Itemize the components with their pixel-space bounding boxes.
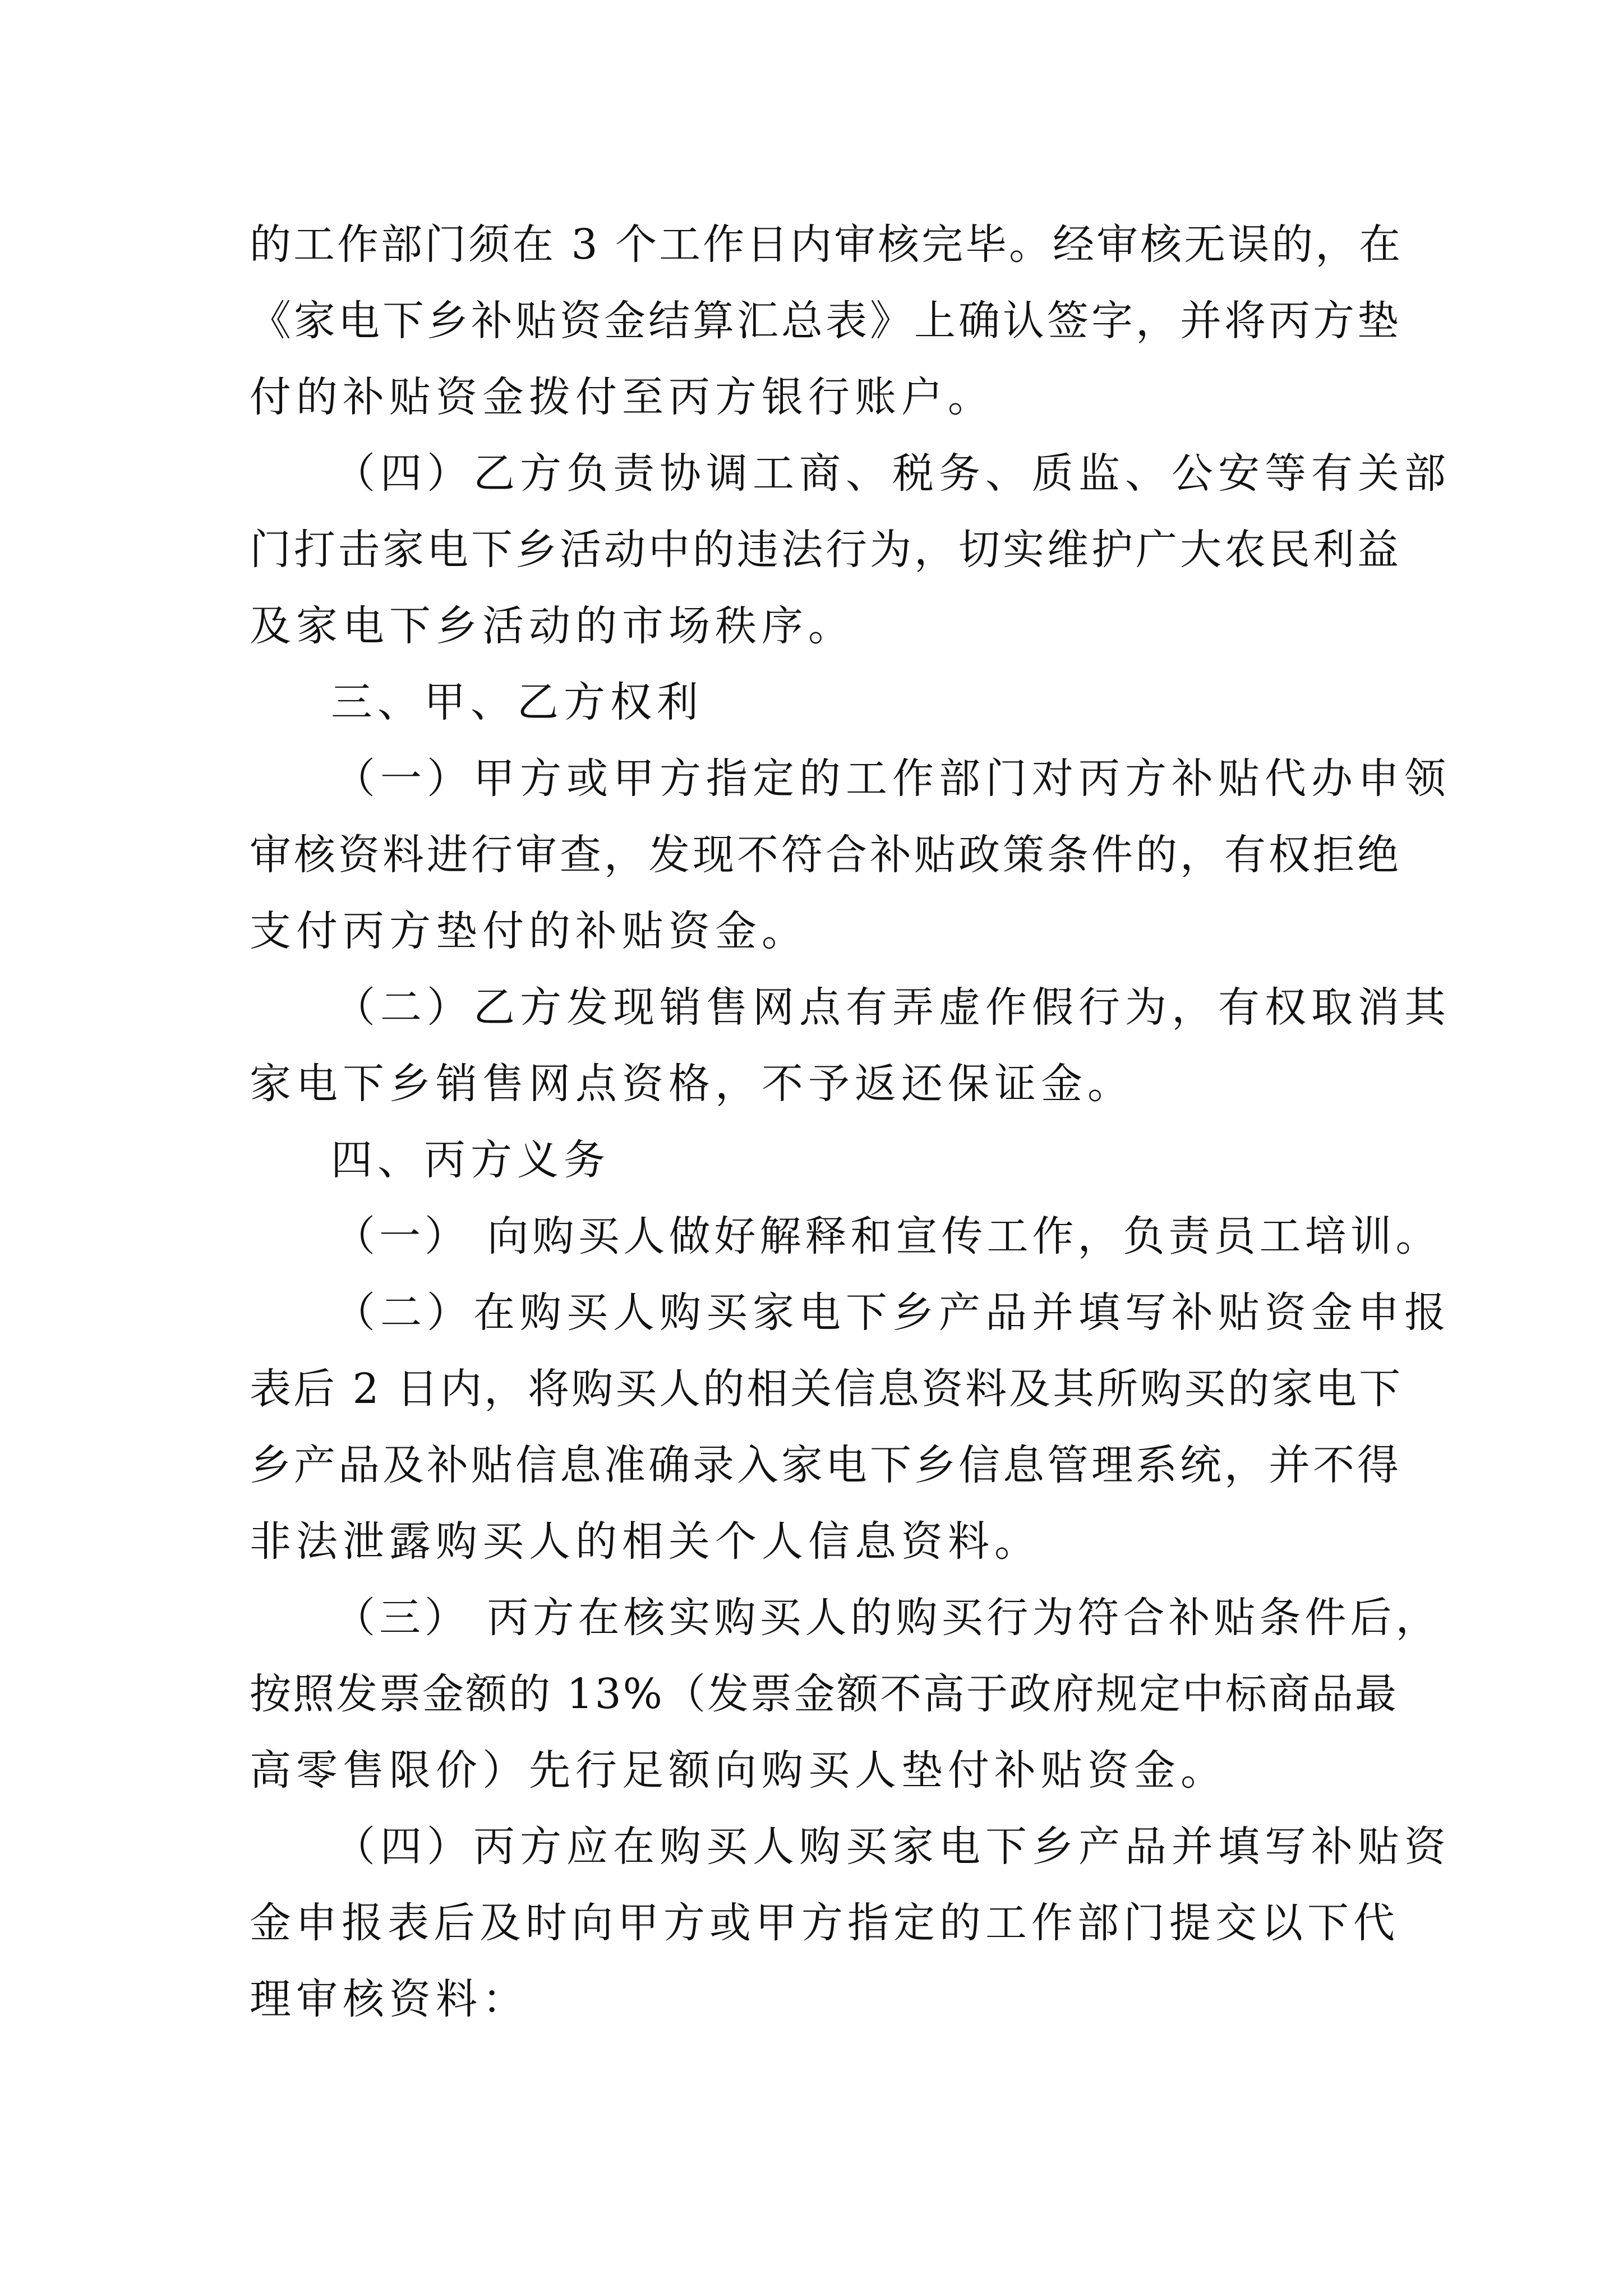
text-line-1: 的工作部门须在 3 个工作日内审核完毕。经审核无误的，在 (250, 220, 1403, 269)
text-line-22: （四）丙方应在购买人购买家电下乡产品并填写补贴资 (334, 1823, 1451, 1871)
text-line-4: （四）乙方负责协调工商、税务、质监、公安等有关部 (334, 449, 1451, 498)
text-line-20: 按照发票金额的 13%（发票金额不高于政府规定中标商品最 (250, 1670, 1398, 1718)
text-line-21: 高零售限价）先行足额向购买人垫付补贴资金。 (250, 1746, 1227, 1795)
text-line-19: （三） 丙方在核实购买人的购买行为符合补贴条件后， (334, 1594, 1441, 1642)
text-line-23: 金申报表后及时向甲方或甲方指定的工作部门提交以下代 (250, 1899, 1399, 1947)
text-line-14: （一） 向购买人做好解释和宣传工作，负责员工培训。 (334, 1212, 1441, 1260)
text-line-24: 理审核资料： (250, 1975, 529, 2023)
text-line-18: 非法泄露购买人的相关个人信息资料。 (250, 1517, 1041, 1566)
text-line-2: 《家电下乡补贴资金结算汇总表》上确认签字，并将丙方垫 (250, 297, 1401, 345)
text-line-8: （一）甲方或甲方指定的工作部门对丙方补贴代办申领 (334, 754, 1451, 803)
section-heading-3: 三、甲、乙方权利 (331, 678, 703, 726)
text-line-3: 付的补贴资金拨付至丙方银行账户。 (250, 373, 994, 421)
text-line-12: 家电下乡销售网点资格，不予返还保证金。 (250, 1060, 1134, 1108)
text-line-11: （二）乙方发现销售网点有弄虚作假行为，有权取消其 (334, 983, 1451, 1032)
text-line-16: 表后 2 日内，将购买人的相关信息资料及其所购买的家电下 (250, 1365, 1403, 1413)
text-line-10: 支付丙方垫付的补贴资金。 (250, 907, 808, 955)
text-line-5: 门打击家电下乡活动中的违法行为，切实维护广大农民利益 (250, 526, 1401, 574)
text-line-15: （二）在购买人购买家电下乡产品并填写补贴资金申报 (334, 1289, 1451, 1337)
text-line-6: 及家电下乡活动的市场秩序。 (250, 602, 855, 650)
text-line-9: 审核资料进行审查，发现不符合补贴政策条件的，有权拒绝 (250, 831, 1401, 879)
text-line-17: 乡产品及补贴信息准确录入家电下乡信息管理系统，并不得 (250, 1441, 1401, 1489)
section-heading-4: 四、丙方义务 (331, 1136, 610, 1184)
